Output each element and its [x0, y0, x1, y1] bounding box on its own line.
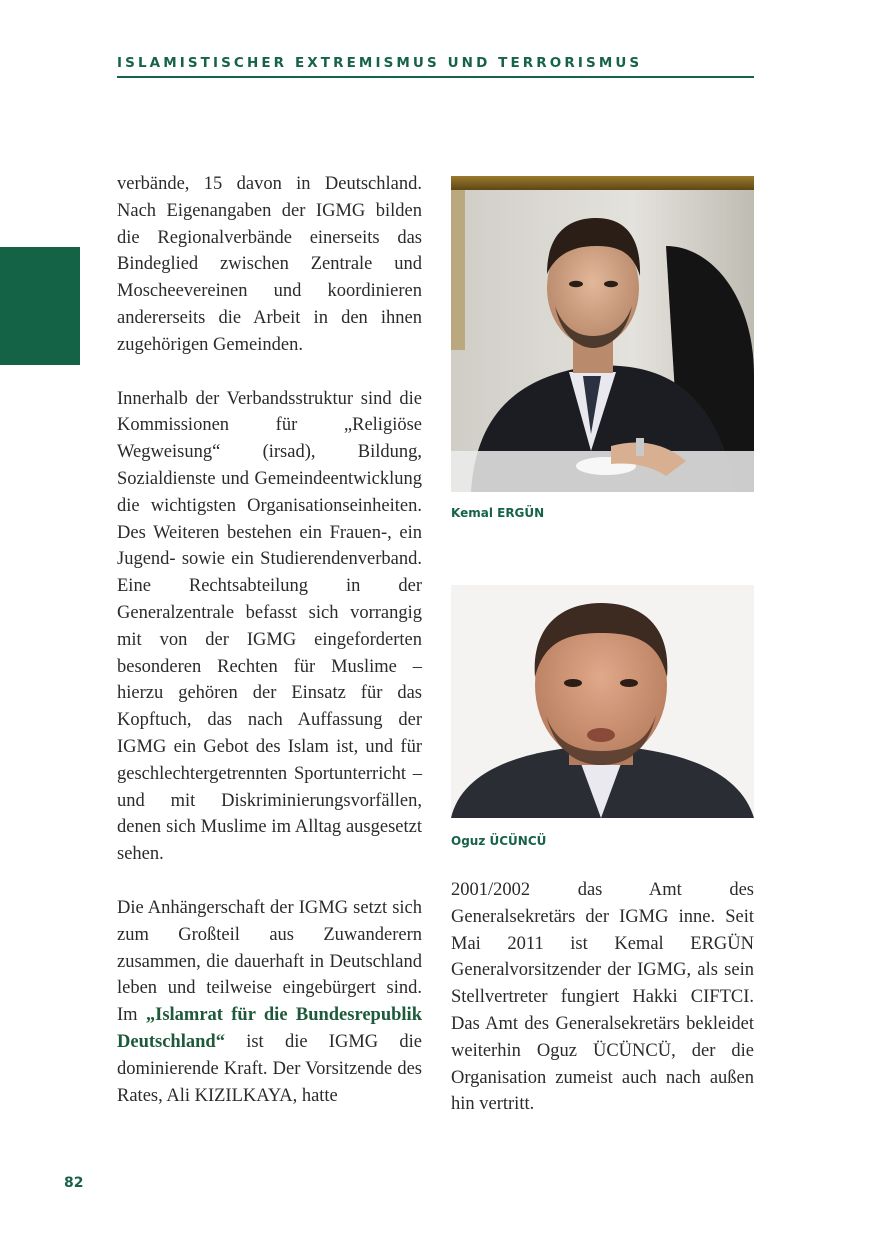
photo-caption-kemal-ergun: Kemal ERGÜN: [451, 506, 545, 520]
paragraph-followers: [117, 895, 422, 1109]
left-text-column: [117, 171, 422, 1109]
running-header: ISLAMISTISCHER EXTREMISMUS UND TERRORISMUS: [117, 55, 643, 71]
page-number: 82: [64, 1175, 84, 1191]
paragraph-leadership: 2001/2002 das Amt des Generalsekretärs der IGMG inne. Seit Mai 2011 ist Kemal ERGÜN Generalvorsitzender der IGMG, als sein Stellvertreter fungiert Hakki CIFTCI. Das Amt des Generalsekretärs bekleidet weiterhin Oguz ÜCÜNCÜ, der die Organisation zumeist auch nach außen hin vertritt.: [451, 880, 754, 1115]
paragraph-regional-associations: verbände, 15 davon in Deutschland. Nach Eigenangaben der IGMG bilden die Regionalverbände einerseits das Bindeglied zwischen Zentrale und Moscheevereinen und koordinieren andererseits die Arbeit in den ihnen zugehörigen Gemeinden.: [117, 174, 422, 355]
right-text-column: [451, 877, 754, 1118]
photo-kemal-ergun: [451, 176, 754, 492]
chapter-tab-marker: [0, 247, 80, 365]
portrait-photo-icon: [451, 176, 754, 492]
photo-caption-oguz-ucuncu: Oguz ÜCÜNCÜ: [451, 834, 547, 848]
islamrat-reference: „Islamrat für die Bundesrepublik Deutschland“: [117, 1005, 422, 1052]
portrait-photo-icon: [451, 585, 754, 818]
paragraph-followers-start: Die Anhängerschaft der IGMG setzt sich zum Großteil aus Zuwanderern zusammen, die dauerhaft in Deutschland leben und teilweise eingebürgert sind. Im: [117, 897, 422, 1026]
photo-oguz-ucuncu: [451, 585, 754, 818]
paragraph-followers-end: ist die IGMG die dominierende Kraft. Der Vorsitzende des Rates, Ali KIZILKAYA, hatte: [117, 1031, 422, 1106]
header-rule: [117, 76, 754, 78]
paragraph-commissions: Innerhalb der Verbandsstruktur sind die Kommissionen für „Religiöse Wegweisung“ (irsad), Bildung, Sozialdienste und Gemeindeentwicklung die wichtigsten Organisationseinheiten. Des Weiteren bestehen ein Frauen-, ein Jugend- sowie ein Studierendenverband. Eine Rechtsabteilung in der Generalzentrale befasst sich vorrangig mit von der IGMG eingeforderten besonderen Rechten für Muslime – hierzu gehören der Einsatz für das Kopftuch, das nach Auffassung der IGMG ein Gebot des Islam ist, und für geschlechtergetrennten Sportunterricht – und mit Diskriminierungsvorfällen, denen sich Muslime im Alltag ausgesetzt sehen.: [117, 388, 422, 865]
